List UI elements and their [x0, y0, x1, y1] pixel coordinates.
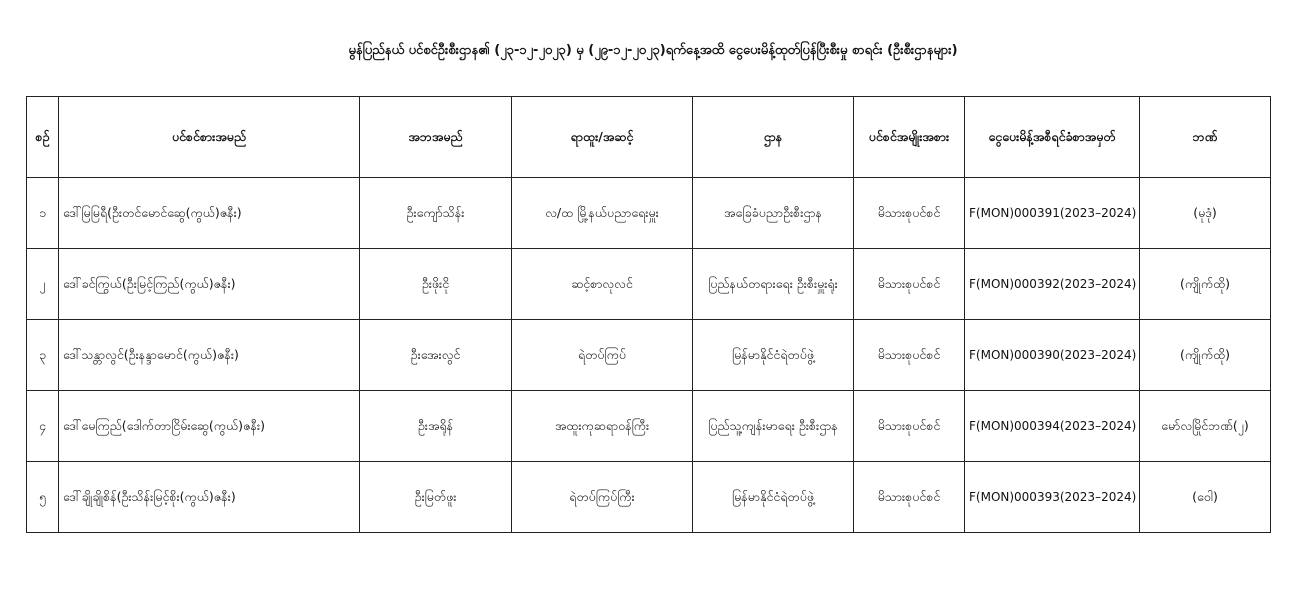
- cell-pension-type: မိသားစုပင်စင်: [854, 391, 965, 462]
- cell-father-name: ဦးဖိုးငို: [360, 249, 512, 320]
- cell-rank: ရဲတပ်ကြပ်: [512, 320, 693, 391]
- cell-rank: ဆင့်စာလုလင်: [512, 249, 693, 320]
- cell-pension-type: မိသားစုပင်စင်: [854, 462, 965, 533]
- cell-department: ပြည်နယ်တရားရေး ဦးစီးမှူးရုံး: [693, 249, 854, 320]
- cell-serial: ၁: [27, 178, 59, 249]
- table-row: [27, 320, 1271, 391]
- header-department: ဌာန: [693, 97, 854, 178]
- header-father-name: အဘအမည်: [360, 97, 512, 178]
- cell-pensioner-name: ဒေါ်မြမြရီ(ဦးတင်မောင်ဆွေ(ကွယ်)ဇနီး): [59, 178, 360, 249]
- cell-bank: (ကျိုက်ထို): [1140, 320, 1271, 391]
- header-bank: ဘဏ်: [1140, 97, 1271, 178]
- header-pensioner-name: ပင်စင်စားအမည်: [59, 97, 360, 178]
- cell-father-name: ဦးအေးလွင်: [360, 320, 512, 391]
- table-row: [27, 249, 1271, 320]
- cell-rank: လ/ထ မြို့နယ်ပညာရေးမှူး: [512, 178, 693, 249]
- cell-department: အခြေခံပညာဦးစီးဌာန: [693, 178, 854, 249]
- cell-payment-order-number: F(MON)000394(2023–2024): [965, 391, 1140, 462]
- table-row: [27, 391, 1271, 462]
- cell-pension-type: မိသားစုပင်စင်: [854, 249, 965, 320]
- cell-department: မြန်မာနိုင်ငံရဲတပ်ဖွဲ့: [693, 320, 854, 391]
- pension-table: [26, 96, 1271, 533]
- table-header-row: [27, 97, 1271, 178]
- cell-payment-order-number: F(MON)000393(2023–2024): [965, 462, 1140, 533]
- cell-department: မြန်မာနိုင်ငံရဲတပ်ဖွဲ့: [693, 462, 854, 533]
- page-title: မွန်ပြည်နယ် ပင်စင်ဦးစီးဌာန၏ (၂၃-၁၂-၂၀၂၃) မှ (၂၉-၁၂-၂၀၂၃)ရက်နေ့အထိ ငွေပေးမိန့်ထုတ်ပြန်ပြီးစီးမှု စာရင်း (ဦးစီးဌာနများ): [348, 43, 958, 58]
- header-rank: ရာထူး/အဆင့်: [512, 97, 693, 178]
- cell-serial: ၅: [27, 462, 59, 533]
- cell-pension-type: မိသားစုပင်စင်: [854, 178, 965, 249]
- cell-bank: မော်လမြိုင်ဘဏ်(၂): [1140, 391, 1271, 462]
- cell-serial: ၃: [27, 320, 59, 391]
- cell-pensioner-name: ဒေါ်မေကြည်(ဒေါက်တာငြိမ်းဆွေ(ကွယ်)ဇနီး): [59, 391, 360, 462]
- cell-pensioner-name: ဒေါ်သန္တာလွင်(ဦးနန္ဒာမောင်(ကွယ်)ဇနီး): [59, 320, 360, 391]
- cell-serial: ၂: [27, 249, 59, 320]
- table-row: [27, 462, 1271, 533]
- cell-rank: အထူးကုဆရာဝန်ကြီး: [512, 391, 693, 462]
- header-payment-order-number: ငွေပေးမိန့်အစီရင်ခံစာအမှတ်: [965, 97, 1140, 178]
- cell-father-name: ဦးအရိုန်: [360, 391, 512, 462]
- cell-department: ပြည်သူ့ကျန်းမာရေး ဦးစီးဌာန: [693, 391, 854, 462]
- cell-father-name: ဦးမြတ်ဖူး: [360, 462, 512, 533]
- header-pension-type: ပင်စင်အမျိုးအစား: [854, 97, 965, 178]
- cell-pensioner-name: ဒေါ်ချိုချိုစိန်(ဦးသိန်းမြင့်စိုး(ကွယ်)ဇနီး): [59, 462, 360, 533]
- cell-bank: (ဝေါ): [1140, 462, 1271, 533]
- cell-payment-order-number: F(MON)000392(2023–2024): [965, 249, 1140, 320]
- cell-father-name: ဦးကျော်သိန်း: [360, 178, 512, 249]
- cell-bank: (မုဒုံ): [1140, 178, 1271, 249]
- cell-serial: ၄: [27, 391, 59, 462]
- cell-payment-order-number: F(MON)000391(2023–2024): [965, 178, 1140, 249]
- cell-pensioner-name: ဒေါ်ခင်ကြွယ်(ဦးမြင့်ကြည်(ကွယ်)ဇနီး): [59, 249, 360, 320]
- cell-payment-order-number: F(MON)000390(2023–2024): [965, 320, 1140, 391]
- header-serial: စဉ်: [27, 97, 59, 178]
- table-row: [27, 178, 1271, 249]
- cell-rank: ရဲတပ်ကြပ်ကြီး: [512, 462, 693, 533]
- cell-bank: (ကျိုက်ထို): [1140, 249, 1271, 320]
- cell-pension-type: မိသားစုပင်စင်: [854, 320, 965, 391]
